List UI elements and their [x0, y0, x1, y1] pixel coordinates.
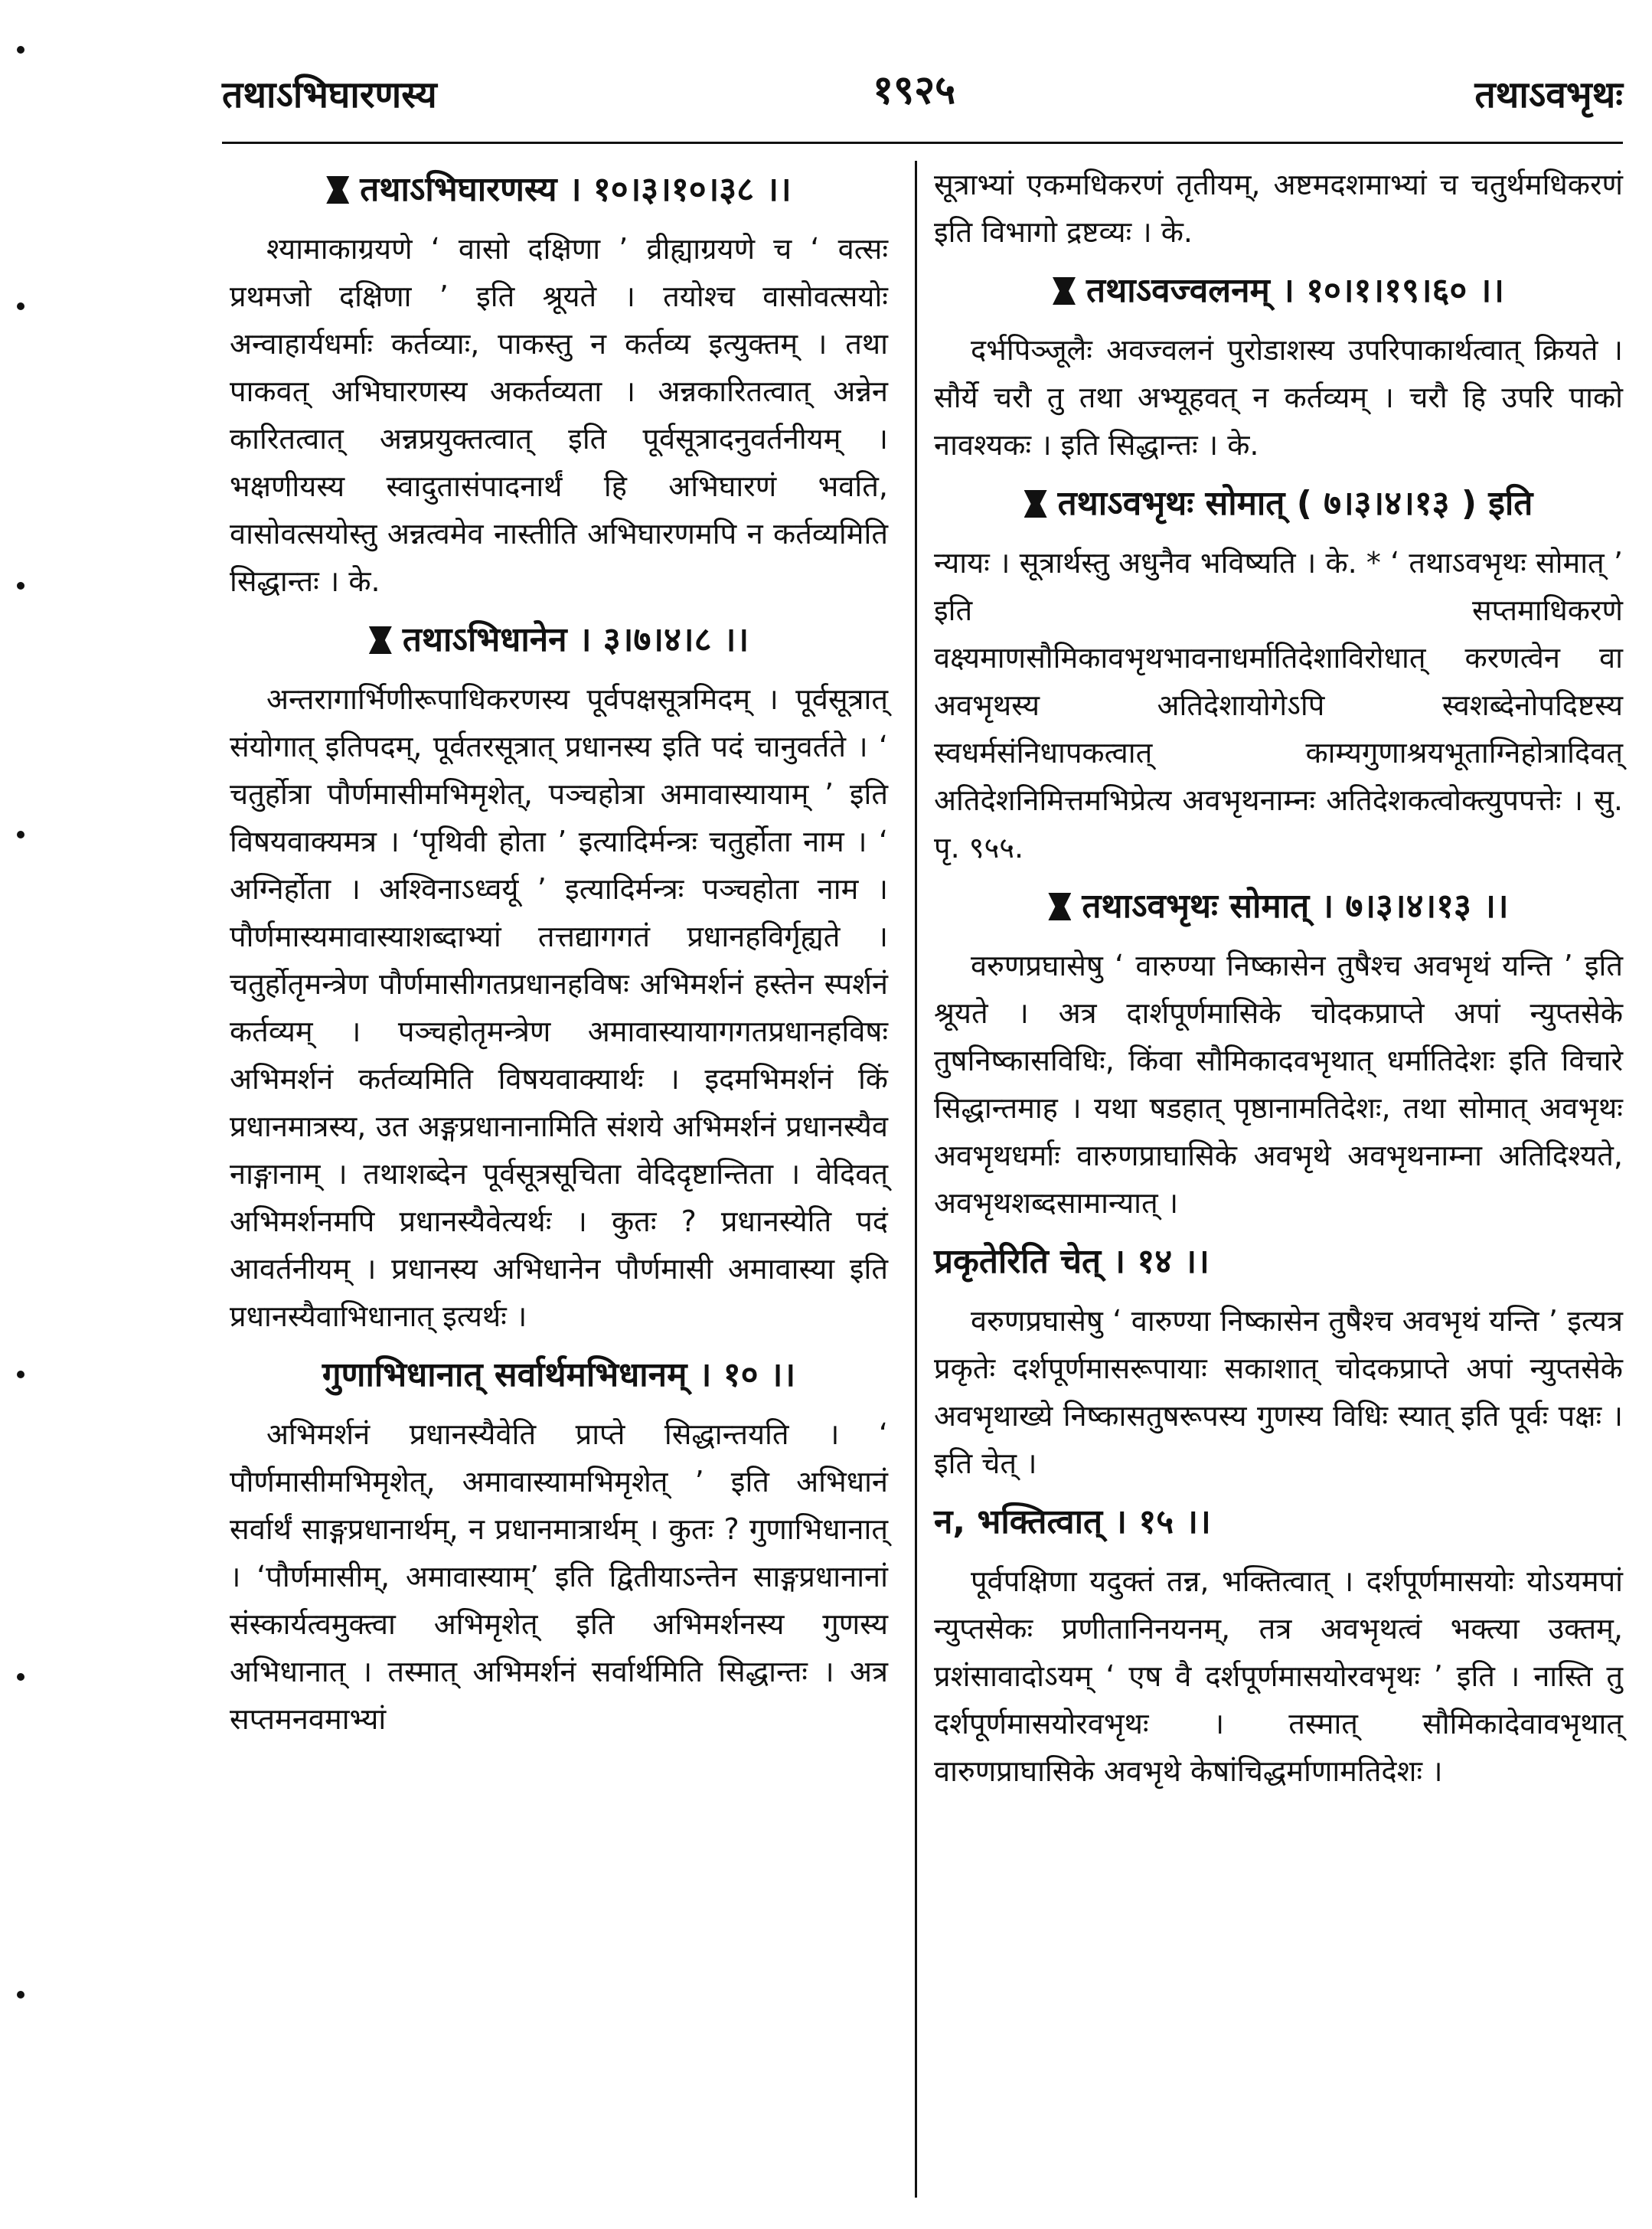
- entry-body: दर्भपिञ्जूलैः अवज्वलनं पुरोडाशस्य उपरिपाकार्थत्वात् क्रियते । सौर्ये चरौ तु तथा अभ्यूहवत् न कर्तव्यम् । चरौ हि उपरि पाको नावश्यकः । इति सिद्धान्तः । के.: [934, 333, 1623, 462]
- entry-heading: तथाऽभिधानेन । ३।७।४।८ ।।: [230, 616, 888, 665]
- margin-mark: [17, 1673, 24, 1681]
- header-left-title: तथाऽभिघारणस्य: [222, 74, 437, 116]
- entry-body: वरुणप्रघासेषु ‘ वारुण्या निष्कासेन तुषैश्च अवभृथं यन्ति ’ इति श्रूयते । अत्र दार्शपूर्णमासिके चोदकप्राप्ते अपां न्युप्तसेके तुषनिष्कासविधिः, किंवा सौमिकादवभृथात् धर्मातिदेशः इति विचारे सिद्धान्तमाह । यथा षडहात् पृष्ठानामतिदेशः, तथा सोमात् अवभृथः अवभृथधर्माः वारुणप्राघासिके अवभृथे अवभृथनाम्ना अतिदिश्यते, अवभृथशब्दसामान्यात् ।: [934, 949, 1623, 1220]
- entry-body: न्यायः । सूत्रार्थस्तु अधुनैव भविष्यति । के. * ‘ तथाऽवभृथः सोमात् ’ इति सप्तमाधिकरणे वक्ष्यमाणसौमिकावभृथभावनाधर्मातिदेशाविरोधात् करणत्वेन वा अवभृथस्य अतिदेशायोगेऽपि स्वशब्देनोपदिष्टस्य स्वधर्मसंनिधापकत्वात् काम्यगुणाश्रयभूताग्निहोत्रादिवत् अतिदेशनिमित्तमभिप्रेत्य अवभृथनाम्नः अतिदेशकत्वोक्त्युपपत्तेः । सु. पृ. ९५५.: [934, 546, 1623, 864]
- entry: [230, 165, 888, 605]
- margin-mark: [17, 302, 24, 310]
- margin-mark: [17, 1371, 24, 1378]
- entry: [934, 1237, 1623, 1487]
- section-marker-icon: [369, 626, 392, 654]
- entry-heading: तथाऽभिघारणस्य । १०।३।१०।३८ ।।: [230, 165, 888, 214]
- entry: [934, 882, 1623, 1227]
- header-rule: [222, 142, 1623, 144]
- margin-mark: [17, 46, 24, 54]
- margin-mark: [17, 831, 24, 838]
- entry: [934, 266, 1623, 469]
- entry-heading: प्रकृतेरिति चेत् । १४ ।।: [934, 1242, 1210, 1281]
- section-marker-icon: [1048, 893, 1071, 920]
- entry: [230, 1351, 888, 1743]
- entry: [934, 479, 1623, 871]
- entry-body: अन्तरागार्भिणीरूपाधिकरणस्य पूर्वपक्षसूत्रमिदम् । पूर्वसूत्रात् संयोगात् इतिपदम्, पूर्वतरसूत्रात् प्रधानस्य इति पदं चानुवर्तते । ‘ चतुर्होत्रा पौर्णमासीमभिमृशेत्, पञ्चहोत्रा अमावास्यायाम् ’ इति विषयवाक्यमत्र । ‘पृथिवी होता ’ इत्यादिर्मन्त्रः चतुर्होता नाम । ‘ अग्निर्होता । अश्विनाऽध्वर्यू ’ इत्यादिर्मन्त्रः पञ्चहोता नाम । पौर्णमास्यमावास्याशब्दाभ्यां तत्तद्यागगतं प्रधानहविर्गृह्यते । चतुर्होतृमन्त्रेण पौर्णमासीगतप्रधानहविषः अभिमर्शनं हस्तेन स्पर्शनं कर्तव्यम् । पञ्चहोतृमन्त्रेण अमावास्यायागगतप्रधानहविषः अभिमर्शनं कर्तव्यमिति विषयवाक्यार्थः । इदमभिमर्शनं किं प्रधानमात्रस्य, उत अङ्गप्रधानानामिति संशये अभिमर्शनं प्रधानस्यैव नाङ्गानाम् । तथाशब्देन पूर्वसूत्रसूचिता वेदिदृष्टान्तिता । वेदिवत् अभिमर्शनमपि प्रधानस्यैवेत्यर्थः । कुतः ? प्रधानस्येति पदं आवर्तनीयम् । प्रधानस्य अभिधानेन पौर्णमासी अमावास्या इति प्रधानस्यैवाभिधानात् इत्यर्थः ।: [230, 682, 888, 1333]
- entry: [934, 161, 1623, 256]
- right-column: [934, 161, 1623, 1806]
- header-right-title: तथाऽवभृथः: [1474, 74, 1623, 116]
- entry-body: सूत्राभ्यां एकमधिकरणं तृतीयम्, अष्टमदशमाभ्यां च चतुर्थमधिकरणं इति विभागो द्रष्टव्यः । के.: [934, 168, 1623, 249]
- entry-heading: तथाऽवभृथः सोमात् ( ७।३।४।१३ ) इति: [934, 479, 1623, 528]
- entry-heading: गुणाभिधानात् सर्वार्थमभिधानम् । १० ।।: [322, 1355, 796, 1394]
- entry-body: अभिमर्शनं प्रधानस्यैवेति प्राप्ते सिद्धान्तयति । ‘ पौर्णमासीमभिमृशेत्, अमावास्यामभिमृशेत् ’ इति अभिधानं सर्वार्थं साङ्गप्रधानार्थम्, न प्रधानमात्रार्थम् । कुतः ? गुणाभिधानात् । ‘पौर्णमासीम्, अमावास्याम्’ इति द्वितीयाऽन्तेन साङ्गप्रधानानां संस्कार्यत्वमुक्त्वा अभिमृशेत् इति अभिमर्शनस्य गुणस्य अभिधानात् । तस्मात् अभिमर्शनं सर्वार्थमिति सिद्धान्तः । अत्र सप्तमनवमाभ्यां: [230, 1417, 888, 1736]
- entry-body: श्यामाकाग्रयणे ‘ वासो दक्षिणा ’ व्रीह्याग्रयणे च ‘ वत्सः प्रथमजो दक्षिणा ’ इति श्रूयते । तयोश्च वासोवत्सयोः अन्वाहार्यधर्माः कर्तव्याः, पाकस्तु न कर्तव्य इत्युक्तम् । तथा पाकवत् अभिघारणस्य अकर्तव्यता । अन्नकारितत्वात् अन्नेन कारितत्वात् अन्नप्रयुक्तत्वात् इति पूर्वसूत्रादनुवर्तनीयम् । भक्षणीयस्य स्वादुतासंपादनार्थं हि अभिघारणं भवति, वासोवत्सयोस्तु अन्नत्वमेव नास्तीति अभिघारणमपि न कर्तव्यमिति सिद्धान्तः । के.: [230, 232, 888, 598]
- page-number: १९२५: [873, 67, 956, 113]
- left-column: [230, 161, 888, 1753]
- entry-body: वरुणप्रघासेषु ‘ वारुण्या निष्कासेन तुषैश्च अवभृथं यन्ति ’ इत्यत्र प्रकृतेः दर्शपूर्णमासरूपायाः सकाशात् चोदकप्राप्ते अपां न्युप्तसेके अवभृथाख्ये निष्कासतुषरूपस्य गुणस्य विधिः स्यात् इति पूर्वः पक्षः । इति चेत् ।: [934, 1304, 1623, 1480]
- entry: [230, 616, 888, 1340]
- entry: [934, 1498, 1623, 1795]
- entry-heading: तथाऽवज्वलनम् । १०।१।१९।६० ।।: [934, 266, 1623, 315]
- entry-heading: न, भक्तित्वात् । १५ ।।: [934, 1502, 1211, 1541]
- margin-mark: [17, 1991, 24, 1999]
- entry-body: पूर्वपक्षिणा यदुक्तं तन्न, भक्तित्वात् । दर्शपूर्णमासयोः योऽयमपां न्युप्तसेकः प्रणीतानिनयनम्, तत्र अवभृथत्वं भक्त्या उक्तम्, प्रशंसावादोऽयम् ‘ एष वै दर्शपूर्णमासयोरवभृथः ’ इति । नास्ति तु दर्शपूर्णमासयोरवभृथः । तस्मात् सौमिकादेवावभृथात् वारुणप्राघासिके अवभृथे केषांचिद्धर्माणामतिदेशः ।: [934, 1564, 1623, 1788]
- section-marker-icon: [1024, 490, 1047, 518]
- entry-heading: तथाऽवभृथः सोमात् । ७।३।४।१३ ।।: [934, 882, 1623, 931]
- column-divider: [915, 161, 917, 2198]
- section-marker-icon: [1053, 277, 1076, 305]
- margin-mark: [17, 582, 24, 590]
- section-marker-icon: [326, 176, 349, 204]
- running-header: [222, 54, 1623, 138]
